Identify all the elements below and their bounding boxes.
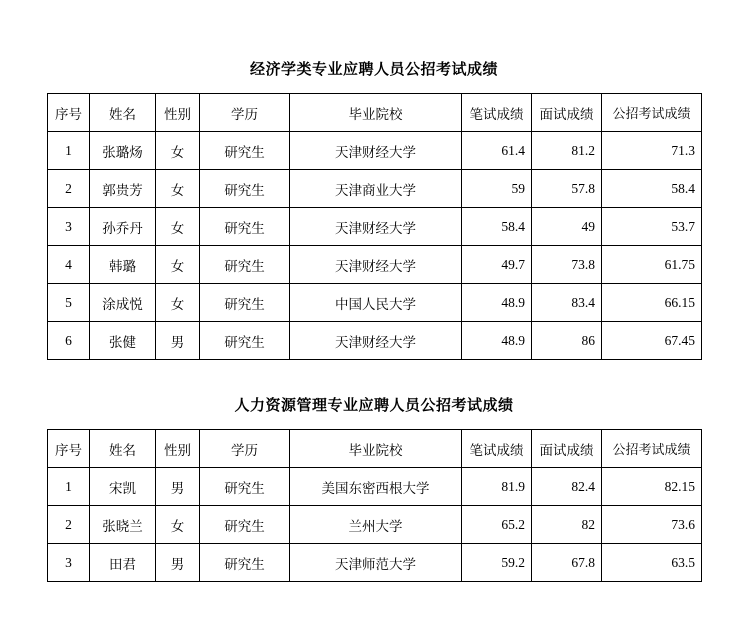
cell-education: 研究生 bbox=[200, 284, 290, 322]
cell-total-score: 63.5 bbox=[602, 544, 702, 582]
cell-school: 美国东密西根大学 bbox=[290, 468, 462, 506]
cell-school: 天津财经大学 bbox=[290, 322, 462, 360]
cell-school: 天津商业大学 bbox=[290, 170, 462, 208]
cell-total-score: 67.45 bbox=[602, 322, 702, 360]
table-row bbox=[48, 284, 702, 322]
cell-name: 张璐炀 bbox=[90, 132, 156, 170]
cell-name: 张健 bbox=[90, 322, 156, 360]
cell-name: 宋凯 bbox=[90, 468, 156, 506]
cell-index: 5 bbox=[48, 284, 90, 322]
cell-total-score: 71.3 bbox=[602, 132, 702, 170]
grades-table-economics bbox=[47, 93, 702, 360]
column-header-education: 学历 bbox=[200, 94, 290, 132]
section-title: 人力资源管理专业应聘人员公招考试成绩 bbox=[234, 398, 514, 414]
cell-education: 研究生 bbox=[200, 246, 290, 284]
table-header-row bbox=[48, 94, 702, 132]
cell-education: 研究生 bbox=[200, 208, 290, 246]
cell-total-score: 61.75 bbox=[602, 246, 702, 284]
cell-total-score: 73.6 bbox=[602, 506, 702, 544]
cell-education: 研究生 bbox=[200, 506, 290, 544]
cell-written-score: 48.9 bbox=[462, 322, 532, 360]
cell-school: 天津财经大学 bbox=[290, 132, 462, 170]
table-row bbox=[48, 544, 702, 582]
cell-gender: 女 bbox=[156, 284, 200, 322]
cell-name: 张晓兰 bbox=[90, 506, 156, 544]
cell-written-score: 59.2 bbox=[462, 544, 532, 582]
cell-interview-score: 82 bbox=[532, 506, 602, 544]
cell-interview-score: 73.8 bbox=[532, 246, 602, 284]
column-header-education: 学历 bbox=[200, 430, 290, 468]
section-title: 经济学类专业应聘人员公招考试成绩 bbox=[249, 62, 498, 78]
column-header-total-score: 公招考试成绩 bbox=[602, 430, 702, 468]
cell-name: 郭贵芳 bbox=[90, 170, 156, 208]
column-header-interview-score: 面试成绩 bbox=[532, 430, 602, 468]
cell-written-score: 81.9 bbox=[462, 468, 532, 506]
cell-name: 韩璐 bbox=[90, 246, 156, 284]
cell-school: 中国人民大学 bbox=[290, 284, 462, 322]
cell-index: 6 bbox=[48, 322, 90, 360]
column-header-index: 序号 bbox=[48, 94, 90, 132]
cell-written-score: 49.7 bbox=[462, 246, 532, 284]
cell-written-score: 48.9 bbox=[462, 284, 532, 322]
table-row bbox=[48, 208, 702, 246]
cell-interview-score: 57.8 bbox=[532, 170, 602, 208]
grades-table-hr bbox=[47, 429, 702, 582]
cell-gender: 女 bbox=[156, 208, 200, 246]
cell-written-score: 59 bbox=[462, 170, 532, 208]
cell-interview-score: 82.4 bbox=[532, 468, 602, 506]
cell-index: 1 bbox=[48, 132, 90, 170]
cell-total-score: 66.15 bbox=[602, 284, 702, 322]
cell-interview-score: 81.2 bbox=[532, 132, 602, 170]
cell-total-score: 53.7 bbox=[602, 208, 702, 246]
cell-gender: 女 bbox=[156, 132, 200, 170]
cell-name: 孙乔丹 bbox=[90, 208, 156, 246]
cell-gender: 女 bbox=[156, 246, 200, 284]
cell-interview-score: 67.8 bbox=[532, 544, 602, 582]
section-hr-management bbox=[47, 360, 701, 582]
column-header-name: 姓名 bbox=[90, 94, 156, 132]
column-header-gender: 性别 bbox=[156, 430, 200, 468]
cell-written-score: 65.2 bbox=[462, 506, 532, 544]
cell-interview-score: 49 bbox=[532, 208, 602, 246]
cell-education: 研究生 bbox=[200, 468, 290, 506]
cell-education: 研究生 bbox=[200, 322, 290, 360]
cell-written-score: 58.4 bbox=[462, 208, 532, 246]
cell-name: 涂成悦 bbox=[90, 284, 156, 322]
column-header-interview-score: 面试成绩 bbox=[532, 94, 602, 132]
cell-index: 3 bbox=[48, 544, 90, 582]
section-economics bbox=[47, 0, 701, 360]
cell-school: 天津财经大学 bbox=[290, 208, 462, 246]
cell-school: 天津财经大学 bbox=[290, 246, 462, 284]
table-row bbox=[48, 468, 702, 506]
cell-education: 研究生 bbox=[200, 132, 290, 170]
column-header-total-score: 公招考试成绩 bbox=[602, 94, 702, 132]
table-row bbox=[48, 170, 702, 208]
table-row bbox=[48, 322, 702, 360]
column-header-index: 序号 bbox=[48, 430, 90, 468]
cell-gender: 男 bbox=[156, 544, 200, 582]
cell-gender: 女 bbox=[156, 170, 200, 208]
cell-interview-score: 86 bbox=[532, 322, 602, 360]
table-header-row bbox=[48, 430, 702, 468]
cell-interview-score: 83.4 bbox=[532, 284, 602, 322]
cell-index: 2 bbox=[48, 170, 90, 208]
column-header-written-score: 笔试成绩 bbox=[462, 430, 532, 468]
cell-index: 3 bbox=[48, 208, 90, 246]
column-header-gender: 性别 bbox=[156, 94, 200, 132]
column-header-name: 姓名 bbox=[90, 430, 156, 468]
cell-name: 田君 bbox=[90, 544, 156, 582]
cell-education: 研究生 bbox=[200, 544, 290, 582]
column-header-written-score: 笔试成绩 bbox=[462, 94, 532, 132]
cell-index: 1 bbox=[48, 468, 90, 506]
cell-total-score: 58.4 bbox=[602, 170, 702, 208]
cell-gender: 女 bbox=[156, 506, 200, 544]
cell-school: 天津师范大学 bbox=[290, 544, 462, 582]
cell-education: 研究生 bbox=[200, 170, 290, 208]
cell-index: 4 bbox=[48, 246, 90, 284]
cell-gender: 男 bbox=[156, 468, 200, 506]
table-row bbox=[48, 132, 702, 170]
column-header-school: 毕业院校 bbox=[290, 430, 462, 468]
cell-written-score: 61.4 bbox=[462, 132, 532, 170]
column-header-school: 毕业院校 bbox=[290, 94, 462, 132]
cell-school: 兰州大学 bbox=[290, 506, 462, 544]
table-row bbox=[48, 246, 702, 284]
cell-total-score: 82.15 bbox=[602, 468, 702, 506]
table-row bbox=[48, 506, 702, 544]
cell-index: 2 bbox=[48, 506, 90, 544]
cell-gender: 男 bbox=[156, 322, 200, 360]
